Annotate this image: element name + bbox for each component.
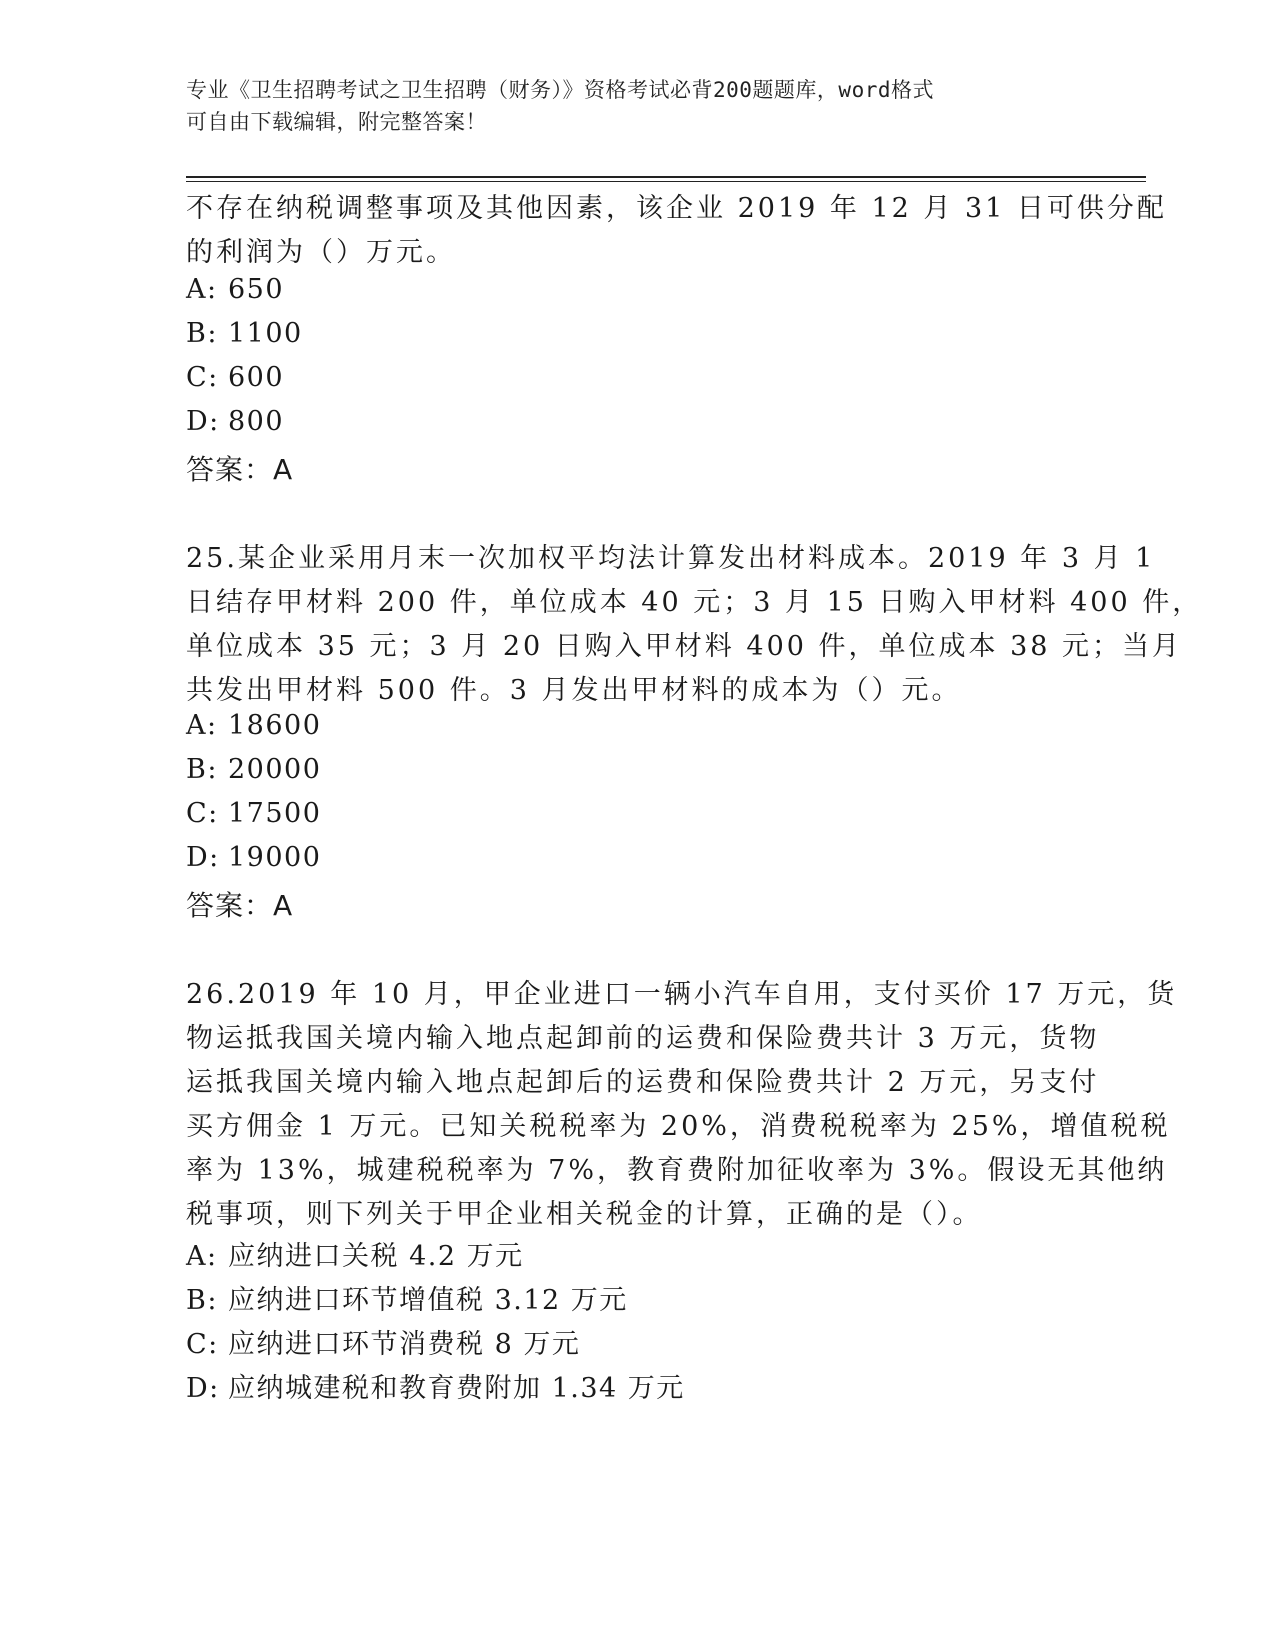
option-c xyxy=(186,1322,580,1361)
option-b xyxy=(186,754,321,785)
question-text-line: 25.某企业采用月末一次加权平均法计算发出材料成本。2019 年 3 月 1 xyxy=(186,543,1156,574)
question-text-line: 税事项，则下列关于甲企业相关税金的计算，正确的是（）。 xyxy=(186,1199,983,1230)
question-text-line: 的利润为（）万元。 xyxy=(186,237,456,268)
option-text: 20000 xyxy=(228,754,322,785)
option-label: D: xyxy=(186,842,220,873)
option-b xyxy=(186,318,303,349)
answer-line: 答案：A xyxy=(186,453,294,486)
option-label: D: xyxy=(186,1373,220,1404)
option-text: 应纳进口关税 4.2 万元 xyxy=(228,1241,524,1272)
option-c xyxy=(186,798,321,829)
question-text-line: 买方佣金 1 万元。已知关税税率为 20%，消费税税率为 25%，增值税税 xyxy=(186,1111,1171,1142)
option-d xyxy=(186,406,284,437)
option-text: 600 xyxy=(228,362,285,393)
option-label: B: xyxy=(186,754,218,785)
option-label: C: xyxy=(186,1329,219,1360)
page-header xyxy=(186,74,1086,138)
header-rule-thick xyxy=(186,176,1146,178)
option-label: C: xyxy=(186,798,219,829)
option-label: A: xyxy=(186,710,218,741)
option-text: 800 xyxy=(228,406,285,437)
option-text: 19000 xyxy=(228,842,322,873)
option-label: C: xyxy=(186,362,219,393)
question-text-line: 物运抵我国关境内输入地点起卸前的运费和保险费共计 3 万元，货物 xyxy=(186,1023,1100,1054)
question-text-line: 单位成本 35 元；3 月 20 日购入甲材料 400 件，单位成本 38 元；当月 xyxy=(186,631,1183,662)
option-text: 应纳进口环节增值税 3.12 万元 xyxy=(228,1285,628,1316)
option-text: 650 xyxy=(228,274,285,305)
header-title-line-1: 专业《卫生招聘考试之卫生招聘（财务）》资格考试必背200题题库，word格式 xyxy=(186,78,934,102)
question-text-line: 运抵我国关境内输入地点起卸后的运费和保险费共计 2 万元，另支付 xyxy=(186,1067,1100,1098)
question-text-line: 率为 13%，城建税税率为 7%，教育费附加征收率为 3%。假设无其他纳 xyxy=(186,1155,1168,1186)
option-text: 应纳城建税和教育费附加 1.34 万元 xyxy=(228,1373,685,1404)
option-d xyxy=(186,842,321,873)
option-text: 1100 xyxy=(228,318,303,349)
option-label: B: xyxy=(186,318,218,349)
question-text-line: 不存在纳税调整事项及其他因素，该企业 2019 年 12 月 31 日可供分配 xyxy=(186,193,1167,224)
header-title-line-2: 可自由下载编辑，附完整答案！ xyxy=(186,110,487,134)
question-text-line: 26.2019 年 10 月，甲企业进口一辆小汽车自用，支付买价 17 万元，货 xyxy=(186,979,1178,1010)
question-text-line: 共发出甲材料 500 件。3 月发出甲材料的成本为（）元。 xyxy=(186,675,962,706)
option-text: 17500 xyxy=(228,798,322,829)
option-d xyxy=(186,1366,685,1405)
option-label: A: xyxy=(186,1241,218,1272)
option-b xyxy=(186,1278,628,1317)
answer-line: 答案：A xyxy=(186,889,294,922)
option-a xyxy=(186,274,284,305)
option-text: 应纳进口环节消费税 8 万元 xyxy=(228,1329,581,1360)
option-a xyxy=(186,1234,524,1273)
question-text-line: 日结存甲材料 200 件，单位成本 40 元；3 月 15 日购入甲材料 400 件， xyxy=(186,587,1203,618)
option-label: D: xyxy=(186,406,220,437)
header-rule-thin xyxy=(186,181,1146,182)
option-text: 18600 xyxy=(228,710,322,741)
option-a xyxy=(186,710,321,741)
option-label: B: xyxy=(186,1285,218,1316)
option-c xyxy=(186,362,284,393)
option-label: A: xyxy=(186,274,218,305)
